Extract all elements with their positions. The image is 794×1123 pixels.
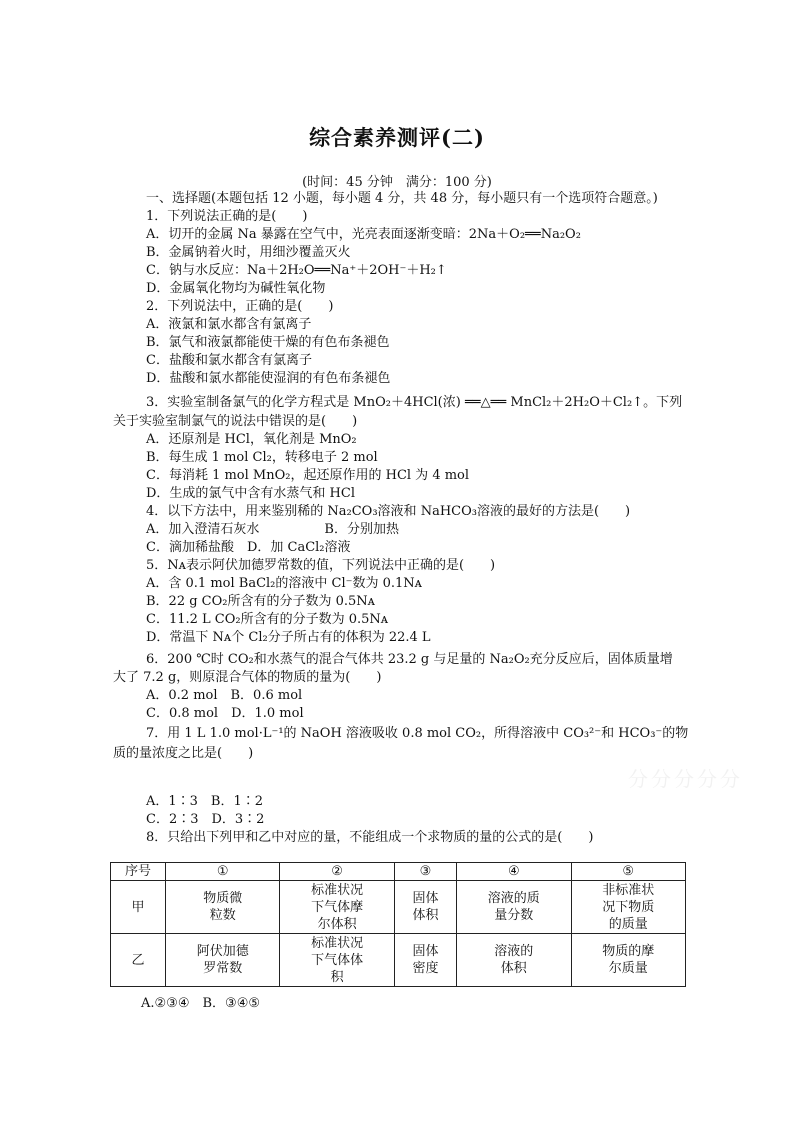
question-7-options-ab: A．1∶3 B．1∶2 (146, 794, 264, 809)
table-cell: 阿伏加德 罗常数 (166, 934, 280, 987)
table-row-label: 甲 (111, 881, 166, 934)
table-header-row (111, 863, 686, 881)
table-row-label: 乙 (111, 934, 166, 987)
question-4-options-cd: C．滴加稀盐酸 D．加 CaCl₂溶液 (146, 540, 351, 555)
table-cell: 标准状况 下气体体 积 (280, 934, 394, 987)
question-8-options: A.②③④ B．③④⑤ (141, 996, 260, 1011)
question-8-stem: 8．只给出下列甲和乙中对应的量，不能组成一个求物质的量的公式的是( ) (146, 830, 594, 845)
question-2-option-b: B．氯气和液氯都能使干燥的有色布条褪色 (146, 335, 390, 350)
table-header-cell: ④ (457, 863, 571, 881)
watermark: 分分分分分 (628, 767, 743, 791)
table-cell: 物质的摩 尔质量 (571, 934, 685, 987)
exam-time-score: (时间：45 分钟 满分：100 分) (302, 175, 492, 190)
table-header-cell: ② (280, 863, 394, 881)
question-1-option-b: B．金属钠着火时，用细沙覆盖灭火 (146, 245, 351, 260)
question-6-stem-line-2: 大了 7.2 g，则原混合气体的物质的量为( ) (113, 670, 382, 685)
question-2-stem: 2．下列说法中，正确的是( ) (146, 299, 334, 314)
question-1-option-d: D．金属氧化物均为碱性氧化物 (146, 281, 326, 296)
table-cell: 物质微 粒数 (166, 881, 280, 934)
table-cell: 溶液的 体积 (457, 934, 571, 987)
table-cell: 固体 体积 (394, 881, 456, 934)
question-4-stem: 4．以下方法中，用来鉴别稀的 Na₂CO₃溶液和 NaHCO₃溶液的最好的方法是( ) (146, 504, 631, 519)
question-5-option-c: C．11.2 L CO₂所含有的分子数为 0.5Nᴀ (146, 612, 389, 627)
question-1-option-a: A．切开的金属 Na 暴露在空气中，光亮表面逐渐变暗：2Na＋O₂══Na₂O₂ (146, 227, 581, 242)
table-cell: 非标准状 况下物质 的质量 (571, 881, 685, 934)
table-row-yi (111, 934, 686, 987)
table-header-cell: ① (166, 863, 280, 881)
question-1-option-c: C．钠与水反应：Na＋2H₂O══Na⁺＋2OH⁻＋H₂↑ (146, 263, 447, 278)
table-cell: 溶液的质 量分数 (457, 881, 571, 934)
question-5-option-b: B．22 g CO₂所含有的分子数为 0.5Nᴀ (146, 594, 376, 609)
question-3-option-d: D．生成的氯气中含有水蒸气和 HCl (146, 486, 355, 501)
question-6-options-ab: A．0.2 mol B．0.6 mol (146, 688, 303, 703)
question-2-option-c: C．盐酸和氯水都含有氯离子 (146, 353, 312, 368)
question-3-stem-line-2: 关于实验室制氯气的说法中错误的是( ) (113, 414, 358, 429)
question-8-table (110, 862, 686, 987)
question-3-option-c: C．每消耗 1 mol MnO₂，起还原作用的 HCl 为 4 mol (146, 468, 470, 483)
question-3-stem-line-1: 3．实验室制备氯气的化学方程式是 MnO₂＋4HCl(浓) ══△══ MnCl₂＋2H₂O＋Cl₂↑。下列 (146, 395, 683, 410)
question-5-option-a: A．含 0.1 mol BaCl₂的溶液中 Cl⁻数为 0.1Nᴀ (146, 576, 423, 591)
question-2-option-a: A．液氯和氯水都含有氯离子 (146, 317, 312, 332)
question-7-stem-line-1: 7．用 1 L 1.0 mol·L⁻¹的 NaOH 溶液吸收 0.8 mol CO₂，所得溶液中 CO₃²⁻和 HCO₃⁻的物 (146, 726, 689, 741)
table-cell: 标准状况 下气体摩 尔体积 (280, 881, 394, 934)
table-cell: 固体 密度 (394, 934, 456, 987)
table-header-cell: 序号 (111, 863, 166, 881)
question-5-option-d: D．常温下 Nᴀ个 Cl₂分子所占有的体积为 22.4 L (146, 630, 431, 645)
table-header-cell: ⑤ (571, 863, 685, 881)
question-2-option-d: D．盐酸和氯水都能使湿润的有色布条褪色 (146, 371, 391, 386)
table-row-jia (111, 881, 686, 934)
question-7-stem-line-2: 质的量浓度之比是( ) (113, 746, 254, 761)
question-6-options-cd: C．0.8 mol D．1.0 mol (146, 706, 304, 721)
page-title: 综合素养测评(二) (309, 125, 485, 150)
section-heading: 一、选择题(本题包括 12 小题，每小题 4 分，共 48 分，每小题只有一个选项符合题意。) (146, 191, 658, 206)
question-4-options-ab: A．加入澄清石灰水 B．分别加热 (146, 522, 399, 537)
question-7-options-cd: C．2∶3 D．3∶2 (146, 812, 265, 827)
table-header-cell: ③ (394, 863, 456, 881)
question-3-option-a: A．还原剂是 HCl，氧化剂是 MnO₂ (146, 432, 357, 447)
question-5-stem: 5．Nᴀ表示阿伏加德罗常数的值，下列说法中正确的是( ) (146, 558, 496, 573)
question-3-option-b: B．每生成 1 mol Cl₂，转移电子 2 mol (146, 450, 378, 465)
question-6-stem-line-1: 6．200 ℃时 CO₂和水蒸气的混合气体共 23.2 g 与足量的 Na₂O₂充分反应后，固体质量增 (146, 652, 673, 667)
question-1-stem: 1．下列说法正确的是( ) (146, 209, 308, 224)
